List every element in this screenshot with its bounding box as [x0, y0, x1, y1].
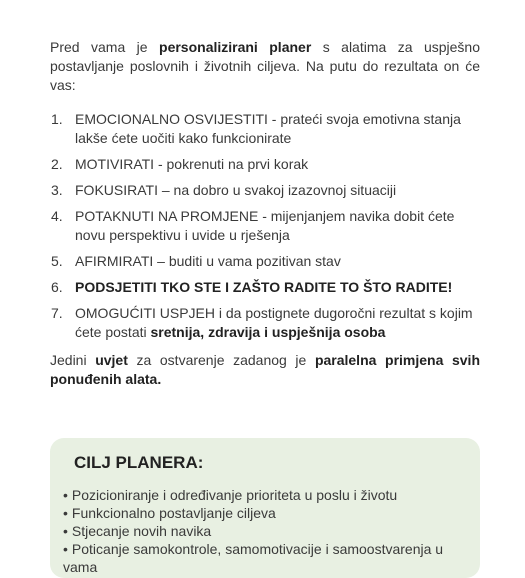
- box-list: [63, 486, 463, 576]
- list-text: EMOCIONALNO OSVIJESTITI - prateći svoja emotivna stanja lakše ćete uočiti kako funkcionirate: [75, 111, 461, 146]
- closing-paragraph: [50, 351, 480, 389]
- list-text-bold: PODSJETITI TKO STE I ZAŠTO RADITE TO ŠTO RADITE!: [75, 279, 453, 295]
- closing-bold-1: uvjet: [95, 352, 128, 368]
- list-number: 2.: [51, 156, 63, 172]
- list-text: Pozicioniranje i određivanje prioriteta u poslu i životu: [71, 487, 398, 503]
- list-number: 7.: [51, 305, 63, 321]
- list-item: [63, 540, 463, 576]
- list-text: MOTIVIRATI - pokrenuti na prvi korak: [75, 156, 309, 172]
- list-number: 1.: [51, 111, 63, 127]
- list-number: 4.: [51, 208, 63, 224]
- closing-bold-2: paralelna primjena svih ponuđenih alata.: [50, 352, 480, 387]
- list-item: [50, 304, 480, 342]
- list-text: FOKUSIRATI – na dobro u svakoj izazovnoj situaciji: [75, 182, 397, 198]
- closing-text-2: za ostvarenje zadanog je: [127, 352, 315, 368]
- intro-text-1: Pred vama je: [50, 39, 160, 55]
- bullet-icon: •: [63, 541, 68, 557]
- list-text: Stjecanje novih navika: [71, 523, 212, 539]
- list-text: Poticanje samokontrole, samomotivacije i samoostvarenja u vama: [63, 541, 444, 575]
- box-title: CILJ PLANERA:: [74, 453, 204, 472]
- list-item: [63, 486, 463, 504]
- list-text: POTAKNUTI NA PROMJENE - mijenjanjem navika dobit ćete novu perspektivu i uvide u rješenja: [75, 208, 455, 243]
- list-text: OMOGUĆITI USPJEH i da postignete dugoročni rezultat s kojim ćete postati: [75, 305, 473, 340]
- intro-text-2: s alatima za uspješno postavljanje poslovnih i životnih ciljeva. Na putu do rezultata on će vas:: [50, 39, 480, 93]
- list-number: 6.: [51, 279, 63, 295]
- list-item: [50, 181, 480, 200]
- list-text: Funkcionalno postavljanje ciljeva: [71, 505, 276, 521]
- intro-bold: personalizirani planer: [159, 39, 312, 55]
- list-item: [50, 155, 480, 174]
- closing-text-1: Jedini: [50, 352, 96, 368]
- list-item: [50, 252, 480, 271]
- bullet-icon: •: [63, 505, 68, 521]
- goals-list: [50, 110, 480, 342]
- bullet-icon: •: [63, 487, 68, 503]
- list-number: 3.: [51, 182, 63, 198]
- list-text-bold: sretnija, zdravija i uspješnija osoba: [150, 324, 386, 340]
- bullet-icon: •: [63, 523, 68, 539]
- planner-goals-box: [50, 438, 480, 578]
- document-body: [50, 38, 480, 389]
- list-text: AFIRMIRATI – buditi u vama pozitivan stav: [75, 253, 341, 269]
- intro-paragraph: [50, 38, 480, 95]
- list-item: [50, 278, 480, 297]
- list-item: [63, 504, 463, 522]
- list-number: 5.: [51, 253, 63, 269]
- list-item: [63, 522, 463, 540]
- list-item: [50, 110, 480, 148]
- list-item: [50, 207, 480, 245]
